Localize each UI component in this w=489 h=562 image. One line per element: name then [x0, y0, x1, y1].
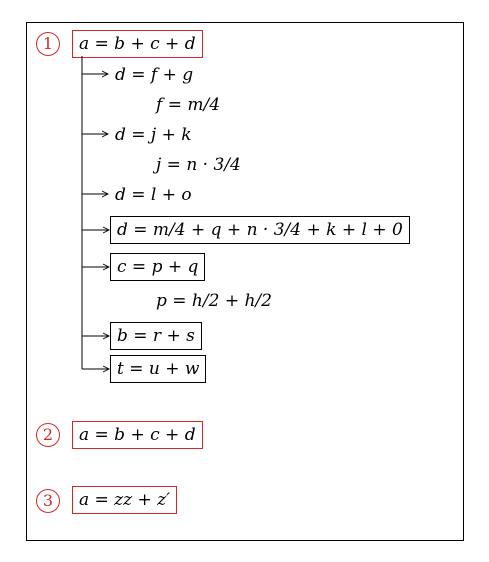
tree-node-6: d = m/4 + q + n · 3/4 + k + l + 0: [110, 216, 410, 244]
tree-node-1: d = f + g: [115, 65, 194, 85]
tree-node-5: d = l + o: [115, 185, 192, 205]
tree-node-9: b = r + s: [110, 322, 202, 350]
tree-node-10: t = u + w: [110, 355, 206, 383]
tree-node-3: d = j + k: [115, 125, 192, 145]
step-2-number: 2: [36, 423, 60, 447]
step-3-number: 3: [36, 489, 60, 513]
step-3-equation: a = zz + z′: [72, 486, 177, 514]
step-1-number: 1: [36, 32, 60, 56]
tree-node-7: c = p + q: [110, 253, 205, 281]
tree-node-2: f = m/4: [156, 95, 221, 115]
tree-node-8: p = h/2 + h/2: [156, 291, 272, 311]
tree-node-4: j = n · 3/4: [156, 155, 241, 175]
step-1-equation: a = b + c + d: [72, 30, 203, 58]
step-2-equation: a = b + c + d: [72, 421, 203, 449]
